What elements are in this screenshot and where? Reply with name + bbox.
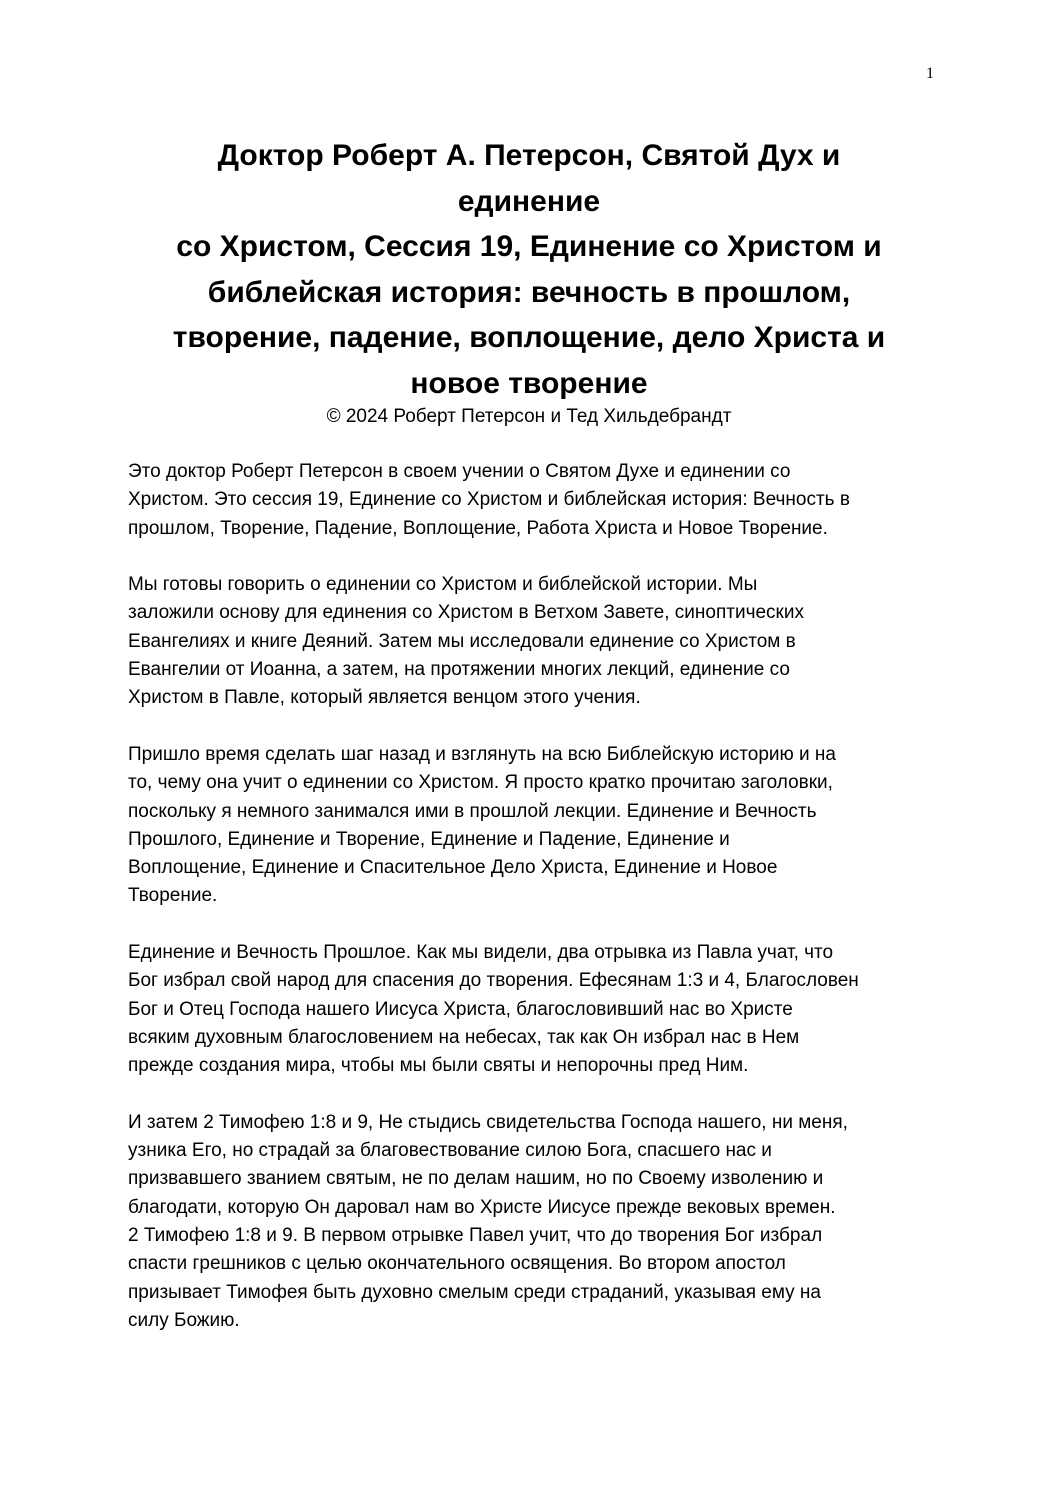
text-line: то, чему она учит о единении со Христом. Я просто кратко прочитаю заголовки, [128, 772, 833, 794]
title-line: творение, падение, воплощение, дело Христа и [172, 321, 886, 354]
text-line: благодати, которую Он даровал нам во Христе Иисусе прежде вековых времен. [128, 1196, 836, 1218]
text-line: И затем 2 Тимофею 1:8 и 9, Не стыдись свидетельства Господа нашего, ни меня, [128, 1111, 848, 1133]
text-line: прошлом, Творение, Падение, Воплощение, Работа Христа и Новое Творение. [128, 517, 828, 539]
text-line: Христом в Павле, который является венцом этого учения. [128, 687, 641, 709]
paragraph-intro [128, 458, 928, 543]
text-line: Мы готовы говорить о единении со Христом и библейской истории. Мы [128, 574, 758, 596]
text-line: Это доктор Роберт Петерсон в своем учении о Святом Духе и единении со [128, 461, 791, 482]
text-line: Бог избрал свой народ для спасения до творения. Ефесянам 1:3 и 4, Благословен [128, 970, 859, 992]
text-line: всяким духовным благословением на небесах, так как Он избрал нас в Нем [128, 1026, 800, 1048]
page-number: 1 [926, 65, 934, 82]
title-line: новое творение [410, 366, 648, 400]
text-line: призывает Тимофея быть духовно смелым среди страданий, указывая ему на [128, 1281, 821, 1303]
paragraph-foundation [128, 571, 928, 712]
title-line: библейская история: вечность в прошлом, [207, 275, 851, 309]
document-body [128, 458, 928, 1364]
title-line: Доктор Роберт А. Петерсон, Святой Дух и [217, 139, 841, 172]
paragraph-overview [128, 741, 928, 911]
paragraph-timothy [128, 1109, 928, 1335]
text-line: спасти грешников с целью окончательного освящения. Во втором апостол [128, 1253, 786, 1275]
text-line: прежде создания мира, чтобы мы были святы и непорочны пред Ним. [128, 1055, 749, 1077]
text-line: Евангелии от Иоанна, а затем, на протяжении многих лекций, единение со [128, 659, 790, 681]
text-line: узника Его, но страдай за благовествование силою Бога, спасшего нас и [128, 1140, 772, 1162]
title-line: со Христом, Сессия 19, Единение со Христом и [176, 230, 882, 263]
title-line: единение [457, 184, 601, 218]
text-line: Христом. Это сессия 19, Единение со Христом и библейская история: Вечность в [128, 489, 850, 511]
text-line: Бог и Отец Господа нашего Иисуса Христа, благословивший нас во Христе [128, 998, 793, 1020]
text-line: Творение. [128, 885, 218, 907]
text-line: поскольку я немного занимался ими в прошлой лекции. Единение и Вечность [128, 800, 817, 822]
text-line: Воплощение, Единение и Спасительное Дело Христа, Единение и Новое [128, 857, 778, 879]
copyright-notice: © 2024 Роберт Петерсон и Тед Хильдебрандт [326, 406, 732, 427]
text-line: Единение и Вечность Прошлое. Как мы видели, два отрывка из Павла учат, что [128, 942, 834, 964]
document-title [128, 133, 930, 406]
text-line: Евангелиях и книге Деяний. Затем мы исследовали единение со Христом в [128, 630, 796, 652]
text-line: Пришло время сделать шаг назад и взглянуть на всю Библейскую историю и на [128, 743, 836, 765]
text-line: заложили основу для единения со Христом в Ветхом Завете, синоптических [128, 602, 804, 624]
text-line: призвавшего званием святым, не по делам нашим, но по Своему изволению и [128, 1168, 824, 1190]
paragraph-eternity-past [128, 939, 928, 1080]
text-line: Прошлого, Единение и Творение, Единение и Падение, Единение и [128, 828, 730, 850]
text-line: 2 Тимофею 1:8 и 9. В первом отрывке Павел учит, что до творения Бог избрал [128, 1225, 823, 1247]
text-line: силу Божию. [128, 1309, 240, 1331]
